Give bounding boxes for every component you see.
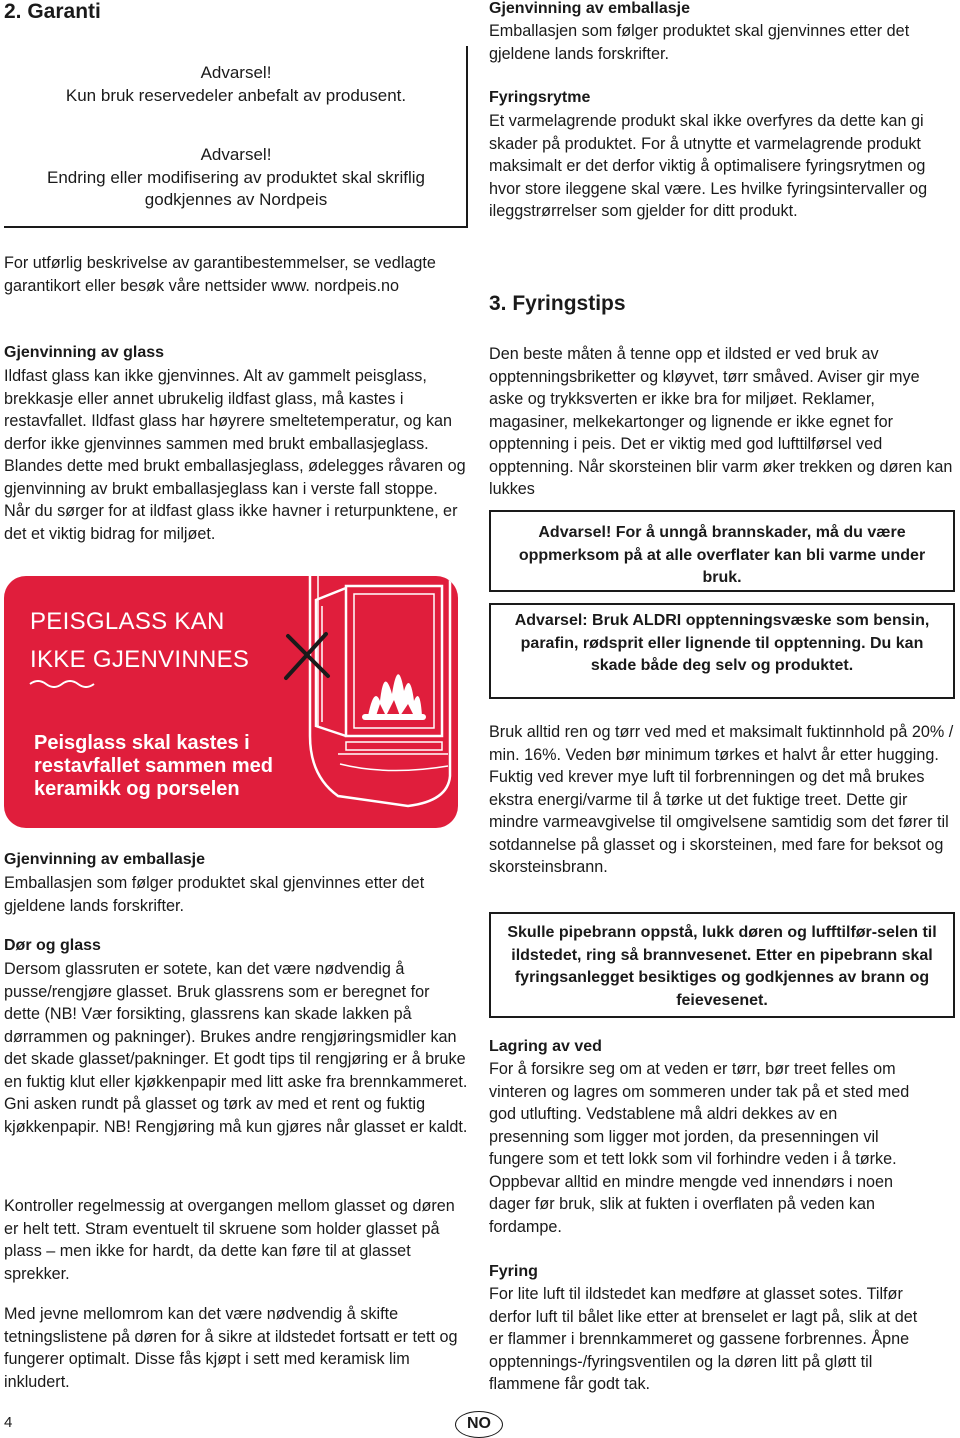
chimney-fire-box xyxy=(489,912,955,1018)
glass-recycling-title: Gjenvinning av glass xyxy=(4,344,165,361)
warning-fluid-text: Advarsel: Bruk ALDRI opptenningsvæske som bensin, parafin, rødsprit eller lignende til opptenning. Du kan skade både deg selv og produktet. xyxy=(514,612,930,674)
ikke-underline-icon xyxy=(28,676,98,688)
packaging-title-left: Gjenvinning av emballasje xyxy=(4,851,205,868)
firing-title: Fyring xyxy=(489,1263,538,1280)
glass-recycling-text: Ildfast glass kan ikke gjenvinnes. Alt av gammelt peisglass, brekkasje eller annet ubrukelig ildfast glass, må kastes i restavfallet. Ildfast glass har høyrere smeltetemperatur, og kan derfor ikke gjenvinnes sammen med brukt emballasjeglass. Blandes dette med brukt emballasjeglass, ødelegges råvaren og gjenvinning av brukt emballasjeglass kan i verste fall stoppe. Når du sørger for at ildfast glass ikke havner i returpunktene, er det et viktig bidrag for miljøet. xyxy=(4,367,466,543)
packaging-text-left: Emballasjen som følger produktet skal gjenvinnes etter det gjeldene lands forskrifter. xyxy=(4,874,425,915)
banner-sub-3: keramikk og porselen xyxy=(34,778,240,800)
door-glass-title: Dør og glass xyxy=(4,937,101,954)
banner-sub-1: Peisglass skal kastes i xyxy=(34,732,250,754)
banner-line-1: PEISGLASS KAN xyxy=(30,608,225,635)
banner-line-2-ikke: IKKE xyxy=(30,646,86,673)
warning1-text: Kun bruk reservedeler anbefalt av produsent. xyxy=(65,85,407,105)
warning1-title: Advarsel! xyxy=(200,63,272,82)
door-glass-text-3: Med jevne mellomrom kan det være nødvendig å skifte tetningslistene på døren for å sikre at ildstedet fortsatt er tett og fungerer optimalt. Disse fås kjøpt i sett med keramisk lim inkludert. xyxy=(4,1305,458,1391)
language-badge: NO xyxy=(455,1411,503,1438)
warning-fluid-box xyxy=(489,603,955,699)
door-glass-text-2: Kontroller regelmessig at overgangen mellom glasset og døren er helt tett. Stram eventuelt til skruene som holder glasset på plass – men ikke for hardt, da dette kan føre til at glasset sprekker. xyxy=(4,1197,455,1283)
chimney-fire-text: Skulle pipebrann oppstå, lukk døren og lufftilfør-selen til ildstedet, ring så brannvesenet. Etter en pipebrann skal fyringsanlegget besiktiges og godkjennes av brann og feievesenet. xyxy=(507,924,937,1009)
banner-line-2 xyxy=(30,646,249,674)
section-title-garanti: 2. Garanti xyxy=(4,0,101,23)
firing-text: For lite luft til ildstedet kan medføre at glasset sotes. Tilfør derfor luft til bålet like etter at brenselet er lagt på, slik at det er flammer i brennkammeret og gassene forbrennes. Åpne opptennings-/fyringsventilen og la døren litt på gløtt til flammene får godt tak. xyxy=(489,1285,918,1393)
warning-box-text xyxy=(4,62,468,212)
warning-burns-box xyxy=(489,510,955,592)
fireplace-illustration-icon xyxy=(258,576,458,828)
firing-rhythm-title: Fyringsrytme xyxy=(489,89,591,106)
banner-subtext xyxy=(34,732,273,801)
wood-storage-text: For å forsikre seg om at veden er tørr, bør treet felles om vinteren og lagres om sommeren under tak på et sted med god utlufting. Vedstablene må aldri dekkes av en presenning som ligger mot jorden, da presenningen vil fungere som et tett lokk som vil forhindre veden i å tørke. Oppbevar alltid en mindre mengde ved innendørs i noen dager før bruk, slik at fukten i overflaten på veden kan fordampe. xyxy=(489,1060,910,1236)
banner-sub-2: restavfallet sammen med xyxy=(34,755,274,777)
warning2-title: Advarsel! xyxy=(200,145,272,164)
warning2-text-1: Endring eller modifisering av produktet skal skriflig xyxy=(47,167,425,187)
wood-storage-title: Lagring av ved xyxy=(489,1038,602,1055)
banner-line-2-rest: GJENVINNES xyxy=(92,646,250,673)
warranty-text: For utførlig beskrivelse av garantibestemmelser, se vedlagte garantikort eller besøk våre nettsider www. nordpeis.no xyxy=(4,254,436,295)
warning-burns-text: Advarsel! For å unngå brannskader, må du være oppmerksom på at alle overflater kan bli varme under bruk. xyxy=(518,524,926,586)
wood-text: Bruk alltid ren og tørr ved med et maksimalt fuktinnhold på 20% / min. 16%. Veden bør minimum tørkes et halvt år etter hugging. Fuktig ved krever mye luft til forbrenningen og det må brukes ekstra energi/varme til å tørke ut det fuktige treet. Dette gir mindre varmeavgivelse til omgivelsene samtidig som det fører til sotdannelse på glasset og i skorsteinen, med fare for beksot og skorsteinsbrann. xyxy=(489,723,954,876)
firing-tips-text: Den beste måten å tenne opp et ildsted er ved bruk av opptenningsbriketter og kløyvet, tørr småved. Aviser gir mye aske og trykksverten er ikke bra for miljøet. Reklamer, magasiner, melkekartonger og lignende er ikke egnet for opptenning i peis. Det er viktig med god lufttilførsel ved opptenning. Når skorsteinen blir varm øker trekken og døren kan lukkes xyxy=(489,345,953,498)
page-number: 4 xyxy=(4,1414,13,1431)
door-glass-text-1: Dersom glassruten er sotete, kan det være nødvendig å pusse/rengjøre glasset. Bruk glassrens som er beregnet for dette (NB! Vær forsikting, glassrens kan skade lakken på dørrammen og pakninger). Brukes andre rengjøringsmidler kan det skade glasset/pakninger. Et godt tips til rengjøring er å bruke en fuktig klut eller kjøkkenpapir med litt aske fra brennkammeret. Gni asken rundt på glasset og tørk av med et rent og fuktig kjøkkenpapir. NB! Rengjøring må kun gjøres når glasset er kaldt. xyxy=(4,960,468,1136)
firing-rhythm-text: Et varmelagrende produkt skal ikke overfyres da dette kan gi skader på produktet. For å utnytte et varmelagrende produkt maksimalt er det derfor viktig å optimalisere fyringsrytmen og hvor store ileggene skal være. Les hvilke fyringsintervaller og ileggstrørrelser som gjelder for ditt produkt. xyxy=(489,112,928,220)
packaging-text-right: Emballasjen som følger produktet skal gjenvinnes etter det gjeldene lands forskrifter. xyxy=(489,22,910,63)
glass-recycling-banner xyxy=(4,576,458,828)
warning2-text-2: godkjennes av Nordpeis xyxy=(144,190,328,209)
packaging-title-right: Gjenvinning av emballasje xyxy=(489,0,690,17)
section-title-fyringstips: 3. Fyringstips xyxy=(489,292,626,315)
